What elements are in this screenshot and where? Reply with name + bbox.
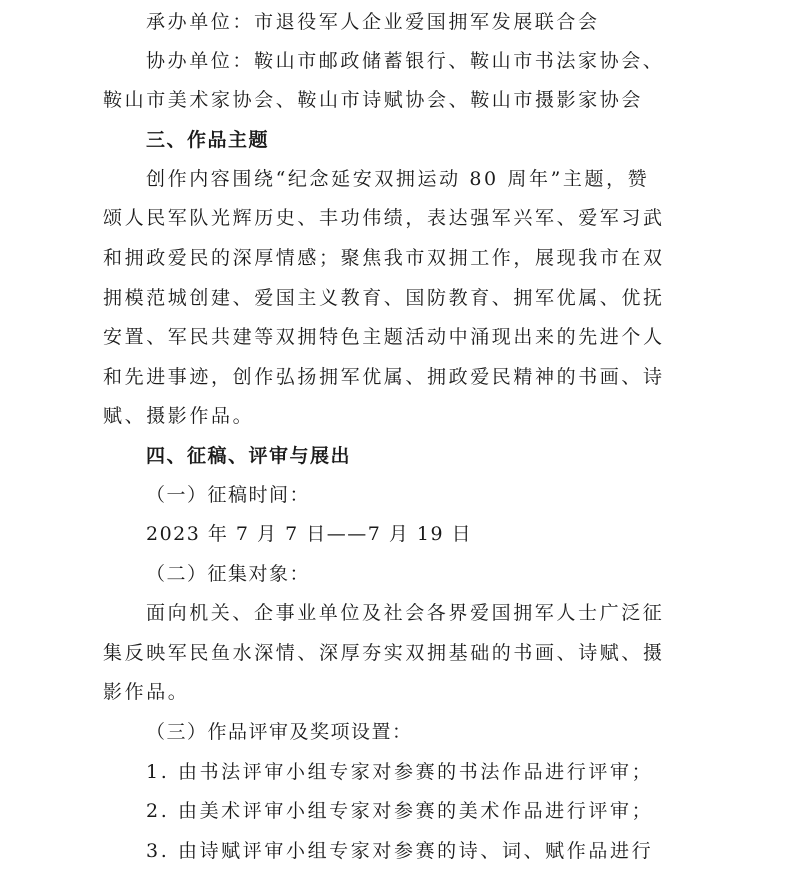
paragraph-line: 拥模范城创建、爱国主义教育、国防教育、拥军优属、优抚 <box>103 287 665 309</box>
review-heading: （三）作品评审及奖项设置： <box>146 721 413 743</box>
paragraph-line: 赋、摄影作品。 <box>103 405 255 427</box>
assisting-unit-line-1: 协办单位：鞍山市邮政储蓄银行、鞍山市书法家协会、 <box>146 50 665 72</box>
review-item: 2. 由美术评审小组专家对参赛的美术作品进行评审； <box>146 800 654 822</box>
review-item: 1. 由书法评审小组专家对参赛的书法作品进行评审； <box>146 761 654 783</box>
submission-time-value: 2023 年 7 月 7 日——7 月 19 日 <box>146 523 473 545</box>
assisting-unit-line-2: 鞍山市美术家协会、鞍山市诗赋协会、鞍山市摄影家协会 <box>103 89 644 111</box>
paragraph-line: 影作品。 <box>103 681 190 703</box>
section-3-title: 三、作品主题 <box>146 129 270 151</box>
paragraph-line: 和拥政爱民的深厚情感；聚焦我市双拥工作，展现我市在双 <box>103 247 665 269</box>
paragraph-line: 面向机关、企事业单位及社会各界爱国拥军人士广泛征 <box>146 602 665 624</box>
paragraph-line: 集反映军民鱼水深情、深厚夯实双拥基础的书画、诗赋、摄 <box>103 642 665 664</box>
paragraph-line: 颂人民军队光辉历史、丰功伟绩，表达强军兴军、爱军习武 <box>103 207 665 229</box>
section-4-title: 四、征稿、评审与展出 <box>146 445 352 467</box>
undertaking-unit: 承办单位：市退役军人企业爱国拥军发展联合会 <box>146 11 600 33</box>
submission-time-heading: （一）征稿时间： <box>146 484 311 506</box>
collection-target-heading: （二）征集对象： <box>146 563 311 585</box>
paragraph-line: 创作内容围绕“纪念延安双拥运动 80 周年”主题，赞 <box>146 168 650 190</box>
paragraph-line: 和先进事迹，创作弘扬拥军优属、拥政爱民精神的书画、诗 <box>103 366 665 388</box>
paragraph-line: 安置、军民共建等双拥特色主题活动中涌现出来的先进个人 <box>103 326 665 348</box>
review-item: 3. 由诗赋评审小组专家对参赛的诗、词、赋作品进行 <box>146 840 654 862</box>
